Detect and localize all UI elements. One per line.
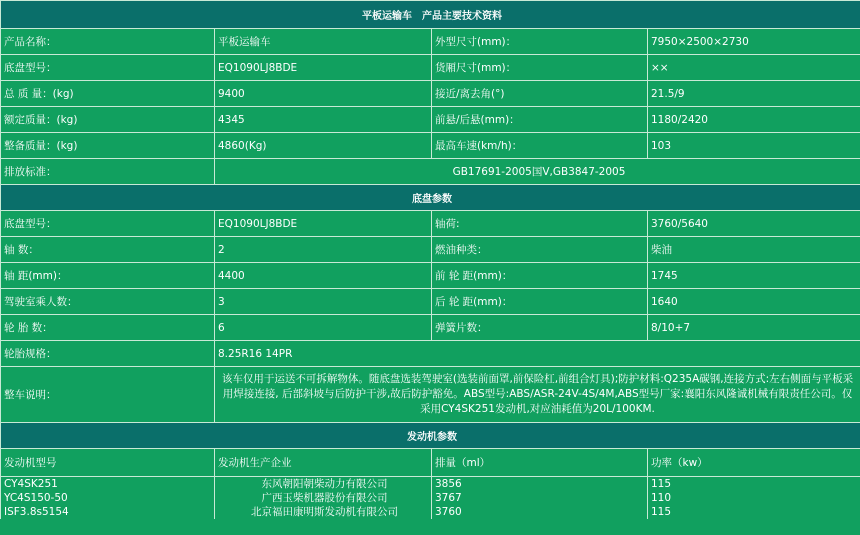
remark-row <box>1 367 860 423</box>
spec-label: 前悬/后悬(mm)： <box>432 107 648 133</box>
remark-text: 该车仅用于运送不可拆解物体。随底盘选装驾驶室(选装前面罩,前保险杠,前组合灯具);防护材料:Q235A碳钢,连接方式:左右侧面与平板采用焊接连接, 后部斜坡与后防护干涉,故后防护豁免。ABS型号:ABS/ASR-24V-4S/4M,ABS型号厂家:襄阳东风隆诚机械有限责任公司。仅采用CY4SK251发动机,对应油耗值为20L/100KM. <box>215 367 860 423</box>
spec-label: 外型尺寸(mm)： <box>432 29 648 55</box>
spec-row <box>1 55 860 81</box>
spec-value: 21.5/9 <box>648 81 860 107</box>
column-header: 排量（ml） <box>432 449 648 477</box>
spec-value: 4860(Kg) <box>215 133 432 159</box>
engine-row <box>1 477 860 492</box>
emission-row <box>1 159 860 185</box>
spec-value: EQ1090LJ8BDE <box>215 55 432 81</box>
spec-row <box>1 107 860 133</box>
spec-value: 9400 <box>215 81 432 107</box>
chassis-row <box>1 289 860 315</box>
spec-label: 货厢尺寸(mm)： <box>432 55 648 81</box>
column-header: 功率（kw） <box>648 449 860 477</box>
engine-power: 110 <box>648 491 860 505</box>
chassis-header: 底盘参数 <box>1 185 860 211</box>
engine-model: ISF3.8s5154 <box>1 505 215 519</box>
engine-header-row <box>1 423 860 449</box>
spec-value: 平板运输车 <box>215 29 432 55</box>
engine-model: YC4S150-50 <box>1 491 215 505</box>
engine-header: 发动机参数 <box>1 423 860 449</box>
engine-maker: 东风朝阳朝柴动力有限公司 <box>215 477 432 492</box>
spec-value: 4400 <box>215 263 432 289</box>
spec-value: ×× <box>648 55 860 81</box>
spec-value: 103 <box>648 133 860 159</box>
spec-value: 1640 <box>648 289 860 315</box>
engine-displacement: 3767 <box>432 491 648 505</box>
spec-label: 轴荷: <box>432 211 648 237</box>
engine-power: 115 <box>648 505 860 519</box>
spec-value: EQ1090LJ8BDE <box>215 211 432 237</box>
spec-label: 接近/离去角(°) <box>432 81 648 107</box>
emission-value: GB17691-2005国V,GB3847-2005 <box>215 159 860 185</box>
spec-label: 轴 数： <box>1 237 215 263</box>
spec-label: 产品名称： <box>1 29 215 55</box>
page-title: 平板运输车 产品主要技术资料 <box>1 1 860 29</box>
spec-label: 最高车速(km/h)： <box>432 133 648 159</box>
spec-value: 6 <box>215 315 432 341</box>
spec-row <box>1 29 860 55</box>
chassis-header-row <box>1 185 860 211</box>
spec-value: 1745 <box>648 263 860 289</box>
spec-label: 总 质 量：(kg) <box>1 81 215 107</box>
emission-label: 排放标准： <box>1 159 215 185</box>
spec-label: 轴 距(mm)： <box>1 263 215 289</box>
spec-value: 3 <box>215 289 432 315</box>
spec-label: 燃油种类： <box>432 237 648 263</box>
chassis-row <box>1 263 860 289</box>
spec-value: 8/10+7 <box>648 315 860 341</box>
engine-displacement: 3856 <box>432 477 648 492</box>
spec-label: 整备质量：(kg) <box>1 133 215 159</box>
engine-displacement: 3760 <box>432 505 648 519</box>
remark-label: 整车说明： <box>1 367 215 423</box>
spec-row <box>1 81 860 107</box>
tire-value: 8.25R16 14PR <box>215 341 860 367</box>
tire-label: 轮胎规格： <box>1 341 215 367</box>
spec-label: 后 轮 距(mm)： <box>432 289 648 315</box>
spec-value: 3760/5640 <box>648 211 860 237</box>
spec-label: 底盘型号： <box>1 55 215 81</box>
engine-model: CY4SK251 <box>1 477 215 492</box>
spec-label: 弹簧片数： <box>432 315 648 341</box>
spec-label: 轮 胎 数： <box>1 315 215 341</box>
spec-value: 1180/2420 <box>648 107 860 133</box>
column-header: 发动机生产企业 <box>215 449 432 477</box>
spec-label: 驾驶室乘人数： <box>1 289 215 315</box>
engine-row <box>1 491 860 505</box>
engine-row <box>1 505 860 519</box>
engine-columns-row <box>1 449 860 477</box>
spec-label: 额定质量：(kg) <box>1 107 215 133</box>
column-header: 发动机型号 <box>1 449 215 477</box>
spec-value: 4345 <box>215 107 432 133</box>
spec-label: 前 轮 距(mm)： <box>432 263 648 289</box>
chassis-row <box>1 211 860 237</box>
spec-value: 柴油 <box>648 237 860 263</box>
engine-maker: 北京福田康明斯发动机有限公司 <box>215 505 432 519</box>
chassis-row <box>1 315 860 341</box>
spec-label: 底盘型号： <box>1 211 215 237</box>
spec-row <box>1 133 860 159</box>
engine-power: 115 <box>648 477 860 492</box>
spec-value: 7950×2500×2730 <box>648 29 860 55</box>
chassis-row <box>1 237 860 263</box>
tire-row <box>1 341 860 367</box>
title-row <box>1 1 860 29</box>
spec-value: 2 <box>215 237 432 263</box>
engine-maker: 广西玉柴机器股份有限公司 <box>215 491 432 505</box>
